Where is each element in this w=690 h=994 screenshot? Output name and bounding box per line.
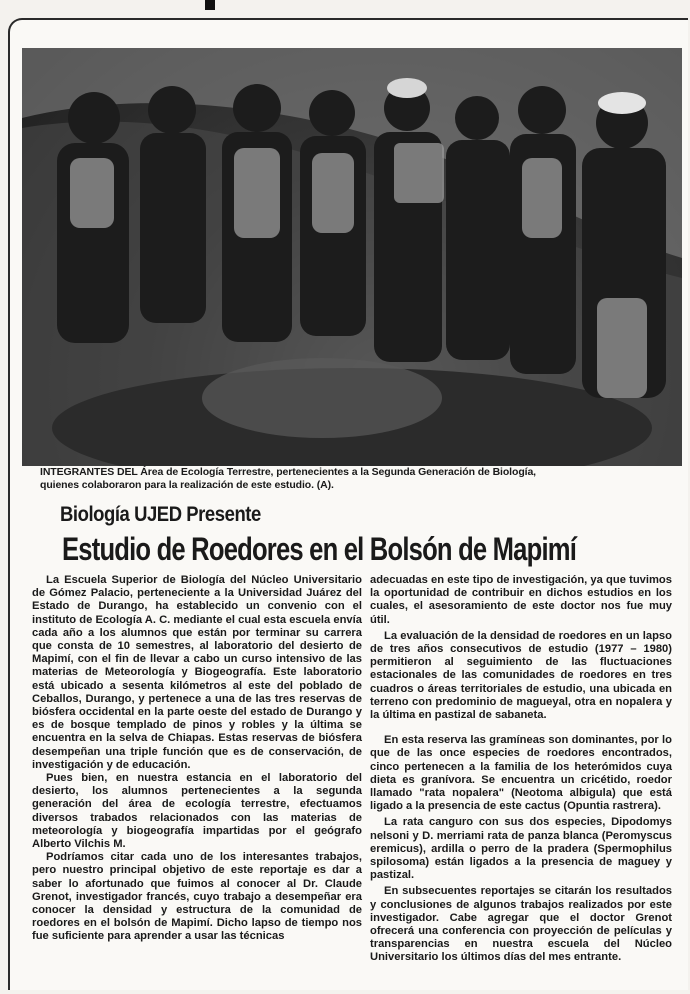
top-edge-mark <box>205 0 215 10</box>
paragraph: En esta reserva las gramíneas son dominantes, por lo que de las once especies de roedores encontrados, cinco pertenecen a la familia de los heterómidos cuya dieta es granívora. Se encuentra un cricétido, roedor llamado "rata nopalera" (Neotoma albigula) que está ligado a la presencia de este cactus (Opuntia rastrera). <box>370 734 672 813</box>
paragraph: La Escuela Superior de Biología del Núcleo Universitario de Gómez Palacio, perteneciente a la Universidad Juárez del Estado de Durango, ha establecido un convenio con el instituto de Ecología A. C. mediante el cual esta escuela envía cada año a los alumnos que están por terminar su carrera que consta de 10 semestres, al laboratorio del desierto de Mapimí, con el fin de llevar a cabo un curso intensivo de las materias de Meteorología y Biogeografía. Este laboratorio está ubicado a sesenta kilómetros al este del poblado de Ceballos, Durango, y pertenece a una de las tres reservas de biósfera occidental en la parte oeste del estado de Durango y es de bosque templado de pinos y robles y la última se encuentra en la selva de Chiapas. Estas reservas de biósfera desempeñan una triple función que es de conservación, de investigación y de educación. <box>32 574 362 771</box>
paragraph: La rata canguro con sus dos especies, Dipodomys nelsoni y D. merriami rata de panza blanca (Peromyscus eremicus), ardilla o perro de la pradera (Spermophilus spilosoma) están ligados a la presencia de maguey y pastizal. <box>370 816 672 882</box>
group-photo-illustration <box>22 48 682 466</box>
paragraph: adecuadas en este tipo de investigación, ya que tuvimos la oportunidad de contribuir en dichos estudios en los cuales, el asesoramiento de este doctor nos fue muy útil. <box>370 574 672 626</box>
article-column-2 <box>370 574 672 965</box>
group-photo <box>22 48 682 466</box>
article-headline: Estudio de Roedores en el Bolsón de Mapimí <box>62 531 577 567</box>
paragraph: Podríamos citar cada uno de los interesantes trabajos, pero nuestro principal objetivo de este reportaje es dar a saber lo afortunado que fuimos al conocer al Dr. Claude Grenot, investigador francés, cuyo trabajo a desempeñar era conocer la densidad y estructura de la comunidad de roedores en el bolsón de Mapimí. Dicho lapso de tiempo nos fue suficiente para aprender a usar las técnicas <box>32 851 362 943</box>
paragraph: En subsecuentes reportajes se citarán los resultados y conclusiones de algunos trabajos realizados por este investigador. Cabe agregar que el doctor Grenot ofrecerá una conferencia con proyección de películas y transparencias en nuestra escuela del Núcleo Universitario los últimos días del mes entrante. <box>370 885 672 964</box>
caption-line-2: quienes colaboraron para la realización de este estudio. (A). <box>40 479 334 491</box>
article-column-1 <box>32 574 362 944</box>
paragraph: La evaluación de la densidad de roedores en un lapso de tres años consecutivos de estudio (1977 – 1980) permitieron al seguimiento de las fluctuaciones estacionales de las comunidades de roedores en tres cuadros o áreas territoriales de estudio, una ubicada en terreno con predominio de magueyal, otra en nopalera y la última en pastizal de sabaneta. <box>370 629 672 722</box>
paragraph: Pues bien, en nuestra estancia en el laboratorio del desierto, los alumnos pertenecientes a la segunda generación del área de ecología terrestre, efectuamos diversos trabados relacionados con las materias de meteorología y biogeografía impartidas por el geógrafo Alberto Vilchis M. <box>32 772 362 851</box>
photo-caption <box>40 466 670 492</box>
caption-line-1: INTEGRANTES DEL Área de Ecología Terrestre, pertenecientes a la Segunda Generación de Biología, <box>40 466 537 478</box>
article-kicker: Biología UJED Presente <box>60 503 261 526</box>
